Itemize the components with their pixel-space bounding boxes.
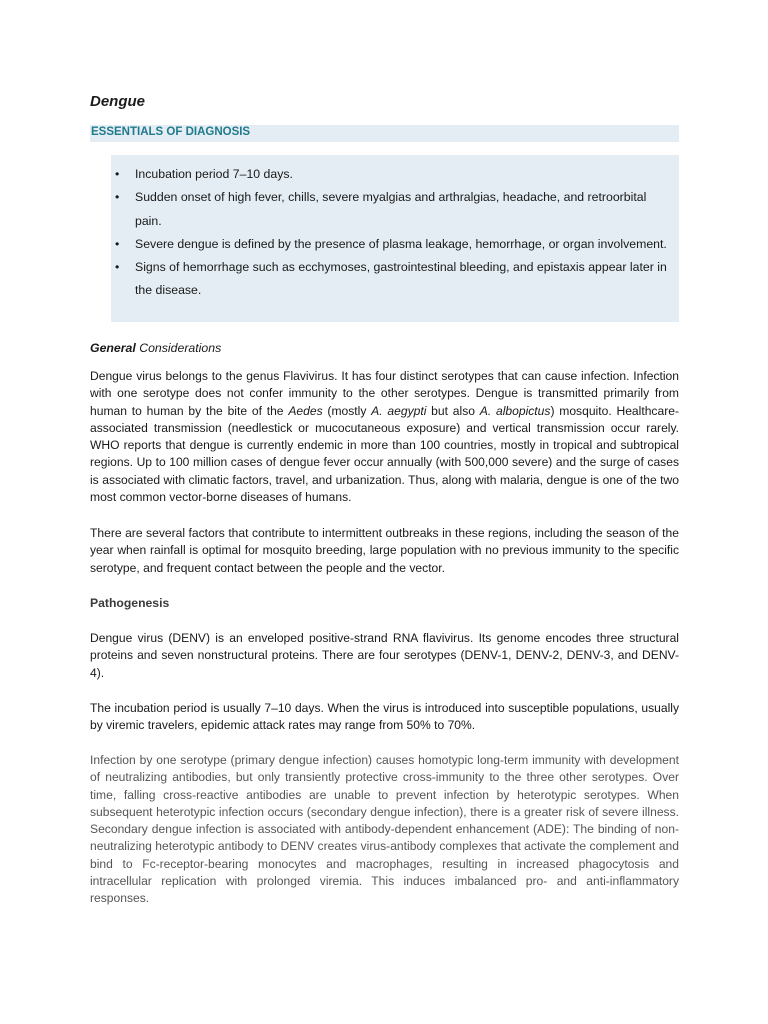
pathogenesis-paragraph-2: The incubation period is usually 7–10 days. When the virus is introduced into susceptible populations, usually by viremic travelers, epidemic attack rates may range from 50% to 70%. [90, 701, 679, 733]
bullet-icon: • [115, 167, 120, 181]
bullet-icon: • [115, 260, 120, 275]
list-item: • Incubation period 7–10 days. [114, 163, 674, 186]
list-item: • Signs of hemorrhage such as ecchymoses, gastrointestinal bleeding, and epistaxis appear later in the disease. [114, 256, 674, 303]
pathogenesis-paragraph-3: Infection by one serotype (primary dengue infection) causes homotypic long-term immunity with development of neutralizing antibodies, but only transiently protective cross-immunity to the three other serotypes. Over time, falling cross-reactive antibodies are unable to prevent infection by heterotypic serotypes. When subsequent heterotypic infection occurs (secondary dengue infection), there is a greater risk of severe illness. Secondary dengue infection is associated with antibody-dependent enhancement (ADE): The binding of non-neutralizing heterotypic antibody to DENV creates virus-antibody complexes that activate the complement and bind to Fc-receptor-bearing monocytes and macrophages, resulting in increased phagocytosis and intracellular replication with prolonged viremia. This induces imbalanced pro- and anti-inflammatory responses. [90, 753, 679, 906]
general-paragraph-2: There are several factors that contribute to intermittent outbreaks in these regions, including the season of the year when rainfall is optimal for mosquito breeding, large population with no previous immunity to the specific serotype, and frequent contact between the people and the vector. [90, 526, 679, 575]
essentials-heading: ESSENTIALS OF DIAGNOSIS [91, 126, 251, 138]
bullet-icon: • [115, 236, 120, 251]
general-considerations-heading: General Considerations [90, 341, 222, 355]
pathogenesis-heading: Pathogenesis [90, 596, 170, 610]
list-item: • Sudden onset of high fever, chills, severe myalgias and arthralgias, headache, and retroorbital pain. [114, 186, 674, 233]
general-paragraph-1: Dengue virus belongs to the genus Flavivirus. It has four distinct serotypes that can cause infection. Infection with one serotype does not confer immunity to the other serotypes. Dengue is transmitted primarily from human to human by the bite of the Aedes (mostly A. aegypti but also A. albopictus) mosquito. Healthcare-associated transmission (needlestick or mucocutaneous exposure) and vertical transmission occur rarely. WHO reports that dengue is currently endemic in more than 100 countries, mostly in tropical and subtropical regions. Up to 100 million cases of dengue fever occur annually (with 500,000 severe) and the surge of cases is associated with climatic factors, travel, and urbanization. Thus, along with malaria, dengue is one of the two most common vector-borne diseases of humans. [90, 369, 679, 505]
pathogenesis-paragraph-1: Dengue virus (DENV) is an enveloped positive-strand RNA flavivirus. Its genome encodes three structural proteins and seven nonstructural proteins. There are four serotypes (DENV-1, DENV-2, DENV-3, and DENV-4). [90, 631, 679, 680]
page-title: Dengue [90, 93, 146, 110]
list-item: • Severe dengue is defined by the presence of plasma leakage, hemorrhage, or organ involvement. [114, 233, 674, 256]
essentials-list [114, 163, 674, 303]
bullet-icon: • [115, 190, 120, 205]
